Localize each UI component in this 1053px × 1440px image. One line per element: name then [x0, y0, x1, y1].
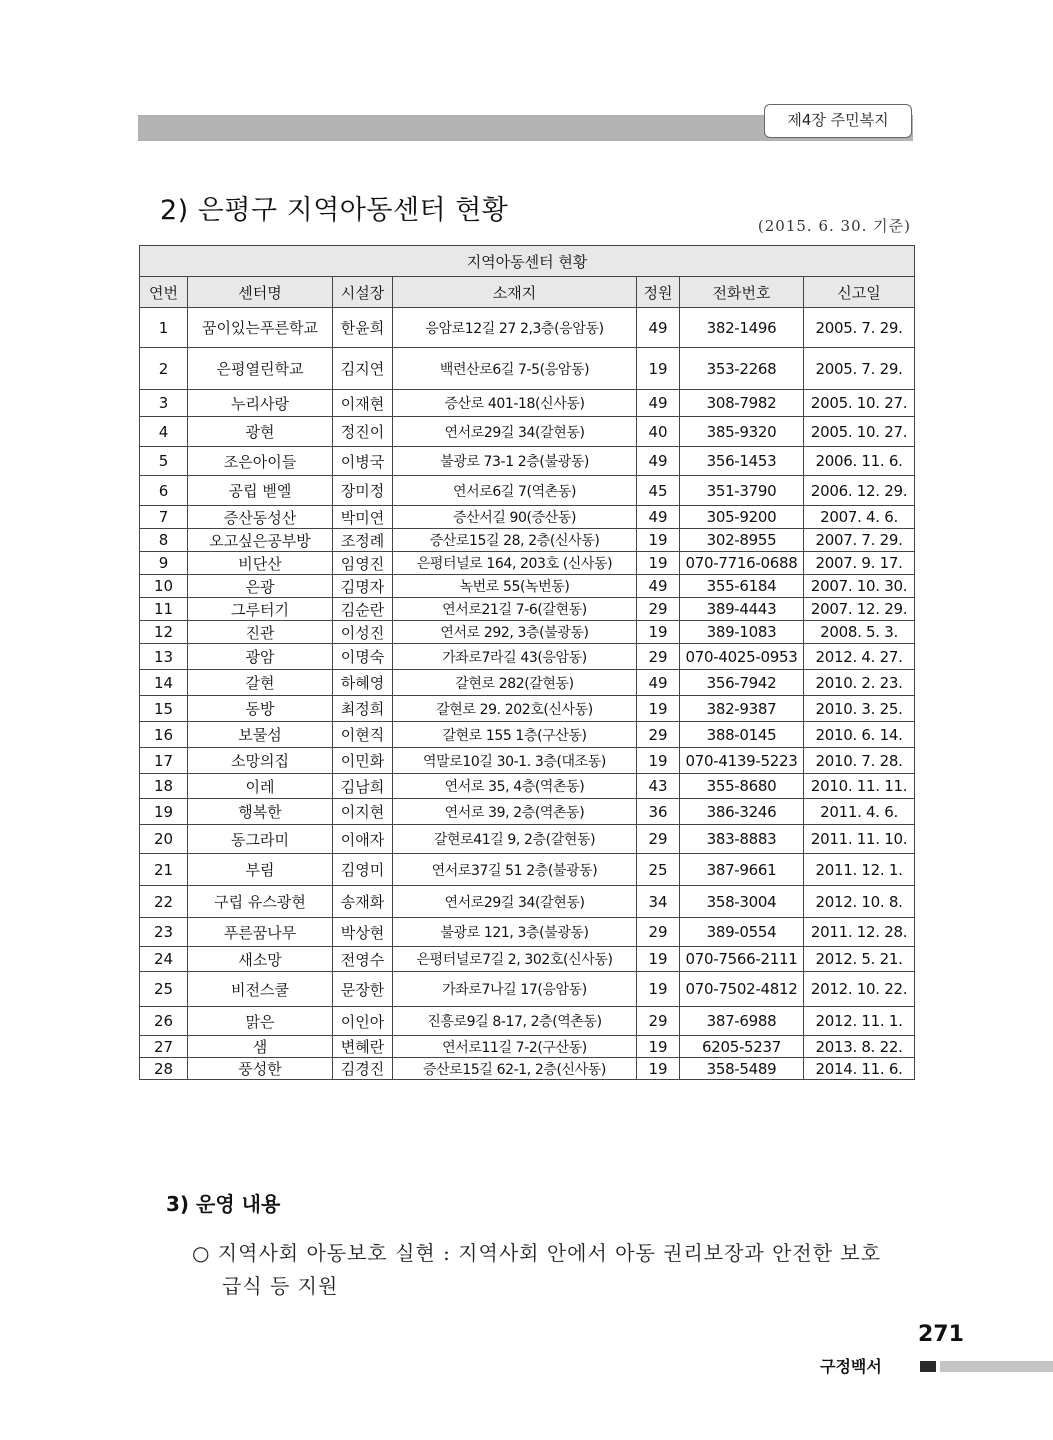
cell-no: 20 [140, 825, 188, 854]
cell-center-name: 맑은 [188, 1007, 333, 1036]
cell-director: 이명숙 [333, 644, 393, 670]
cell-no: 21 [140, 854, 188, 886]
cell-capacity: 40 [637, 417, 680, 447]
cell-director: 이애자 [333, 825, 393, 854]
cell-phone: 355-6184 [680, 575, 804, 598]
col-header-phone: 전화번호 [680, 277, 804, 308]
cell-director: 정진이 [333, 417, 393, 447]
cell-phone: 308-7982 [680, 390, 804, 417]
cell-phone: 382-9387 [680, 696, 804, 722]
cell-center-name: 푸른꿈나무 [188, 918, 333, 947]
table-row [140, 506, 915, 529]
table-row [140, 722, 915, 748]
cell-center-name: 동방 [188, 696, 333, 722]
cell-director: 이현직 [333, 722, 393, 748]
table-row [140, 529, 915, 552]
cell-date: 2012. 11. 1. [804, 1007, 915, 1036]
cell-address: 연서로11길 7-2(구산동) [393, 1036, 637, 1058]
cell-capacity: 19 [637, 552, 680, 575]
cell-address: 증산서길 90(증산동) [393, 506, 637, 529]
cell-center-name: 누리사랑 [188, 390, 333, 417]
col-header-director: 시설장 [333, 277, 393, 308]
table-row [140, 774, 915, 799]
cell-address: 은평터널로 164, 203호 (신사동) [393, 552, 637, 575]
cell-capacity: 49 [637, 670, 680, 696]
cell-date: 2010. 2. 23. [804, 670, 915, 696]
cell-capacity: 19 [637, 748, 680, 774]
cell-address: 연서로 292, 3층(불광동) [393, 621, 637, 644]
cell-phone: 070-4025-0953 [680, 644, 804, 670]
cell-no: 22 [140, 886, 188, 918]
cell-director: 이지현 [333, 799, 393, 825]
cell-director: 문장한 [333, 972, 393, 1007]
cell-no: 1 [140, 308, 188, 348]
cell-address: 불광로 73-1 2층(불광동) [393, 447, 637, 476]
cell-date: 2010. 6. 14. [804, 722, 915, 748]
cell-center-name: 진관 [188, 621, 333, 644]
col-header-capacity: 정원 [637, 277, 680, 308]
cell-director: 김순란 [333, 598, 393, 621]
cell-date: 2012. 10. 22. [804, 972, 915, 1007]
cell-director: 이민화 [333, 748, 393, 774]
cell-address: 갈현로41길 9, 2층(갈현동) [393, 825, 637, 854]
cell-date: 2010. 7. 28. [804, 748, 915, 774]
cell-center-name: 부림 [188, 854, 333, 886]
cell-no: 6 [140, 476, 188, 506]
cell-date: 2006. 12. 29. [804, 476, 915, 506]
cell-director: 이성진 [333, 621, 393, 644]
table-row [140, 644, 915, 670]
cell-phone: 388-0145 [680, 722, 804, 748]
table-row [140, 552, 915, 575]
cell-capacity: 34 [637, 886, 680, 918]
cell-capacity: 49 [637, 308, 680, 348]
cell-phone: 351-3790 [680, 476, 804, 506]
cell-no: 12 [140, 621, 188, 644]
footer-bar-dark [920, 1361, 936, 1372]
cell-capacity: 49 [637, 506, 680, 529]
cell-director: 박미연 [333, 506, 393, 529]
cell-no: 2 [140, 348, 188, 390]
footer-book-title: 구정백서 [820, 1357, 882, 1376]
cell-address: 갈현로 155 1층(구산동) [393, 722, 637, 748]
cell-capacity: 29 [637, 598, 680, 621]
cell-address: 증산로15길 62-1, 2층(신사동) [393, 1058, 637, 1080]
cell-director: 장미정 [333, 476, 393, 506]
cell-no: 26 [140, 1007, 188, 1036]
table-row [140, 621, 915, 644]
table-row [140, 1058, 915, 1080]
cell-center-name: 구립 유스광현 [188, 886, 333, 918]
cell-center-name: 비단산 [188, 552, 333, 575]
table-row [140, 575, 915, 598]
cell-phone: 356-7942 [680, 670, 804, 696]
cell-capacity: 29 [637, 918, 680, 947]
cell-center-name: 꿈이있는푸른학교 [188, 308, 333, 348]
cell-no: 5 [140, 447, 188, 476]
cell-phone: 387-9661 [680, 854, 804, 886]
cell-capacity: 19 [637, 621, 680, 644]
table-row [140, 1007, 915, 1036]
cell-address: 은평터널로7길 2, 302호(신사동) [393, 947, 637, 972]
cell-address: 응암로12길 27 2,3층(응암동) [393, 308, 637, 348]
cell-phone: 385-9320 [680, 417, 804, 447]
cell-phone: 382-1496 [680, 308, 804, 348]
table-row [140, 417, 915, 447]
cell-director: 김남희 [333, 774, 393, 799]
as-of-date: (2015. 6. 30. 기준) [757, 217, 911, 235]
cell-director: 임영진 [333, 552, 393, 575]
cell-no: 25 [140, 972, 188, 1007]
cell-capacity: 29 [637, 644, 680, 670]
cell-no: 24 [140, 947, 188, 972]
cell-capacity: 19 [637, 972, 680, 1007]
cell-address: 증산로 401-18(신사동) [393, 390, 637, 417]
cell-phone: 386-3246 [680, 799, 804, 825]
cell-phone: 305-9200 [680, 506, 804, 529]
col-header-center: 센터명 [188, 277, 333, 308]
cell-address: 갈현로 282(갈현동) [393, 670, 637, 696]
table-row [140, 972, 915, 1007]
cell-director: 이병국 [333, 447, 393, 476]
cell-capacity: 19 [637, 1058, 680, 1080]
cell-center-name: 샘 [188, 1036, 333, 1058]
cell-address: 녹번로 55(녹번동) [393, 575, 637, 598]
cell-director: 전영수 [333, 947, 393, 972]
cell-date: 2013. 8. 22. [804, 1036, 915, 1058]
cell-director: 최정희 [333, 696, 393, 722]
cell-date: 2012. 4. 27. [804, 644, 915, 670]
cell-no: 15 [140, 696, 188, 722]
table-row [140, 390, 915, 417]
cell-center-name: 공립 벧엘 [188, 476, 333, 506]
col-header-date: 신고일 [804, 277, 915, 308]
operation-bullet: ○ 지역사회 아동보호 실현 : 지역사회 안에서 아동 권리보장과 안전한 보호 [192, 1241, 882, 1265]
cell-director: 김경진 [333, 1058, 393, 1080]
cell-center-name: 보물섬 [188, 722, 333, 748]
cell-capacity: 19 [637, 947, 680, 972]
cell-no: 9 [140, 552, 188, 575]
cell-no: 3 [140, 390, 188, 417]
cell-center-name: 그루터기 [188, 598, 333, 621]
cell-no: 23 [140, 918, 188, 947]
cell-no: 18 [140, 774, 188, 799]
cell-director: 조정례 [333, 529, 393, 552]
cell-phone: 302-8955 [680, 529, 804, 552]
cell-center-name: 비전스쿨 [188, 972, 333, 1007]
cell-capacity: 25 [637, 854, 680, 886]
cell-phone: 387-6988 [680, 1007, 804, 1036]
cell-date: 2005. 7. 29. [804, 348, 915, 390]
section-title: 2) 은평구 지역아동센터 현황 [160, 195, 509, 226]
cell-date: 2011. 4. 6. [804, 799, 915, 825]
cell-no: 27 [140, 1036, 188, 1058]
cell-center-name: 갈현 [188, 670, 333, 696]
cell-director: 김명자 [333, 575, 393, 598]
cell-date: 2010. 3. 25. [804, 696, 915, 722]
table-row [140, 476, 915, 506]
cell-date: 2007. 9. 17. [804, 552, 915, 575]
cell-no: 11 [140, 598, 188, 621]
table-row [140, 598, 915, 621]
cell-center-name: 오고싶은공부방 [188, 529, 333, 552]
page-number: 271 [918, 1322, 964, 1347]
table-row [140, 918, 915, 947]
table-row [140, 748, 915, 774]
cell-capacity: 19 [637, 1036, 680, 1058]
cell-capacity: 29 [637, 722, 680, 748]
cell-center-name: 조은아이들 [188, 447, 333, 476]
cell-no: 17 [140, 748, 188, 774]
cell-phone: 389-4443 [680, 598, 804, 621]
col-header-no: 연번 [140, 277, 188, 308]
cell-date: 2005. 7. 29. [804, 308, 915, 348]
cell-center-name: 증산동성산 [188, 506, 333, 529]
table-row [140, 947, 915, 972]
table-body [140, 308, 915, 1080]
cell-address: 연서로21길 7-6(갈현동) [393, 598, 637, 621]
cell-phone: 070-7716-0688 [680, 552, 804, 575]
cell-date: 2007. 12. 29. [804, 598, 915, 621]
cell-address: 진흥로9길 8-17, 2층(역촌동) [393, 1007, 637, 1036]
chapter-tab: 제4장 주민복지 [764, 104, 912, 138]
cell-address: 연서로29길 34(갈현동) [393, 417, 637, 447]
cell-director: 변혜란 [333, 1036, 393, 1058]
table-row [140, 886, 915, 918]
table-row [140, 854, 915, 886]
cell-center-name: 광암 [188, 644, 333, 670]
cell-capacity: 29 [637, 1007, 680, 1036]
cell-no: 10 [140, 575, 188, 598]
cell-date: 2011. 12. 28. [804, 918, 915, 947]
cell-center-name: 행복한 [188, 799, 333, 825]
cell-director: 김영미 [333, 854, 393, 886]
cell-no: 8 [140, 529, 188, 552]
cell-center-name: 동그라미 [188, 825, 333, 854]
operation-bullet-continued: 급식 등 지원 [222, 1274, 339, 1298]
cell-address: 연서로 35, 4층(역촌동) [393, 774, 637, 799]
cell-director: 하혜영 [333, 670, 393, 696]
cell-center-name: 은광 [188, 575, 333, 598]
cell-address: 갈현로 29. 202호(신사동) [393, 696, 637, 722]
cell-center-name: 풍성한 [188, 1058, 333, 1080]
cell-capacity: 29 [637, 825, 680, 854]
cell-date: 2014. 11. 6. [804, 1058, 915, 1080]
cell-phone: 353-2268 [680, 348, 804, 390]
footer-bar-light [940, 1361, 1053, 1372]
table-header-row [140, 277, 915, 308]
table-caption: 지역아동센터 현황 [140, 246, 915, 277]
cell-date: 2012. 10. 8. [804, 886, 915, 918]
cell-capacity: 45 [637, 476, 680, 506]
cell-capacity: 19 [637, 529, 680, 552]
cell-address: 백련산로6길 7-5(응암동) [393, 348, 637, 390]
cell-address: 역말로10길 30-1. 3층(대조동) [393, 748, 637, 774]
cell-no: 7 [140, 506, 188, 529]
cell-address: 연서로6길 7(역촌동) [393, 476, 637, 506]
cell-address: 가좌로7나길 17(응암동) [393, 972, 637, 1007]
table-row [140, 447, 915, 476]
cell-address: 불광로 121, 3층(불광동) [393, 918, 637, 947]
cell-address: 연서로29길 34(갈현동) [393, 886, 637, 918]
cell-phone: 070-7566-2111 [680, 947, 804, 972]
cell-center-name: 소망의집 [188, 748, 333, 774]
cell-no: 19 [140, 799, 188, 825]
cell-date: 2005. 10. 27. [804, 390, 915, 417]
table-row [140, 348, 915, 390]
cell-capacity: 19 [637, 348, 680, 390]
table-row [140, 696, 915, 722]
cell-director: 송재화 [333, 886, 393, 918]
cell-no: 14 [140, 670, 188, 696]
cell-address: 가좌로7라길 43(응암동) [393, 644, 637, 670]
cell-no: 4 [140, 417, 188, 447]
cell-phone: 070-7502-4812 [680, 972, 804, 1007]
cell-no: 28 [140, 1058, 188, 1080]
cell-capacity: 43 [637, 774, 680, 799]
cell-director: 박상현 [333, 918, 393, 947]
cell-capacity: 49 [637, 390, 680, 417]
cell-no: 13 [140, 644, 188, 670]
cell-phone: 356-1453 [680, 447, 804, 476]
cell-phone: 6205-5237 [680, 1036, 804, 1058]
cell-capacity: 19 [637, 696, 680, 722]
cell-date: 2011. 12. 1. [804, 854, 915, 886]
cell-phone: 358-3004 [680, 886, 804, 918]
cell-capacity: 36 [637, 799, 680, 825]
cell-director: 이인아 [333, 1007, 393, 1036]
cell-phone: 383-8883 [680, 825, 804, 854]
cell-date: 2006. 11. 6. [804, 447, 915, 476]
cell-date: 2007. 10. 30. [804, 575, 915, 598]
cell-date: 2012. 5. 21. [804, 947, 915, 972]
cell-director: 김지연 [333, 348, 393, 390]
cell-capacity: 49 [637, 447, 680, 476]
cell-phone: 389-0554 [680, 918, 804, 947]
cell-director: 한윤희 [333, 308, 393, 348]
cell-date: 2007. 4. 6. [804, 506, 915, 529]
table-row [140, 1036, 915, 1058]
cell-phone: 070-4139-5223 [680, 748, 804, 774]
cell-date: 2010. 11. 11. [804, 774, 915, 799]
center-table [139, 245, 915, 1080]
table-row [140, 799, 915, 825]
cell-center-name: 은평열린학교 [188, 348, 333, 390]
cell-capacity: 49 [637, 575, 680, 598]
cell-no: 16 [140, 722, 188, 748]
table-row [140, 825, 915, 854]
cell-director: 이재현 [333, 390, 393, 417]
cell-date: 2005. 10. 27. [804, 417, 915, 447]
operation-title: 3) 운영 내용 [166, 1192, 281, 1216]
cell-date: 2007. 7. 29. [804, 529, 915, 552]
cell-center-name: 새소망 [188, 947, 333, 972]
cell-date: 2011. 11. 10. [804, 825, 915, 854]
cell-phone: 358-5489 [680, 1058, 804, 1080]
cell-address: 연서로 39, 2층(역촌동) [393, 799, 637, 825]
cell-address: 연서로37길 51 2층(불광동) [393, 854, 637, 886]
cell-center-name: 이레 [188, 774, 333, 799]
cell-phone: 355-8680 [680, 774, 804, 799]
col-header-address: 소재지 [393, 277, 637, 308]
table-row [140, 670, 915, 696]
table-row [140, 308, 915, 348]
cell-center-name: 광현 [188, 417, 333, 447]
cell-address: 증산로15길 28, 2층(신사동) [393, 529, 637, 552]
cell-date: 2008. 5. 3. [804, 621, 915, 644]
cell-phone: 389-1083 [680, 621, 804, 644]
